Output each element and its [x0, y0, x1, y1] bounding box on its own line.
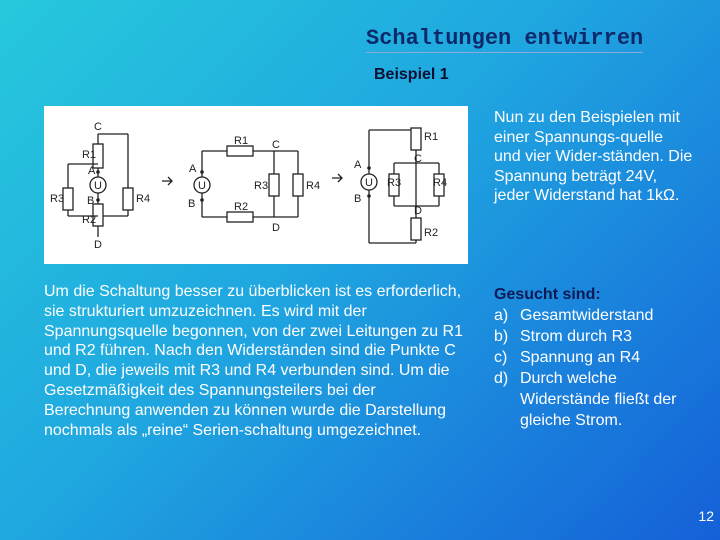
circuit-1: [50, 121, 150, 251]
explanation-text: Um die Schaltung besser zu überblicken ist es erforderlich, sie strukturiert umzuzeichnen. Es wird mit der Spannungsquelle begonnen, von der zwei Leitungen zu R1 und R2 führen. Nach den Widerständen sind die Punkte C und D, die jeweils mit R3 und R4 verbunden sind. Um die Gesetzmäßigkeit des Spannungsteilers bei der Berechnung anwenden zu können wurde die Darstellung nochmals als „reine“ Serien-schaltung umgezeichnet.: [44, 283, 463, 439]
c2-label-r2: R2: [234, 201, 249, 213]
c1-label-c: C: [94, 121, 102, 133]
c1-label-a: A: [88, 165, 96, 177]
c3-label-a: A: [354, 159, 362, 171]
circuit-diagram: [44, 106, 468, 264]
c3-label-c: C: [414, 153, 422, 165]
circuit-2: [188, 135, 320, 234]
c3-label-r3: R3: [387, 177, 402, 189]
c2-label-d: D: [272, 222, 280, 234]
c2-label-r1: R1: [234, 135, 249, 147]
c2-label-r3: R3: [254, 180, 269, 192]
c2-r2: [227, 212, 253, 222]
list-item: c) Spannung an R4: [494, 349, 641, 366]
page-number: 12: [698, 508, 714, 524]
arrow-icon: [162, 177, 172, 185]
c1-label-d: D: [94, 239, 102, 251]
c3-r1: [411, 128, 421, 150]
c1-label-u: U: [94, 180, 102, 192]
circuit-3: [354, 128, 447, 243]
c2-label-c: C: [272, 139, 280, 151]
arrow-icon: [332, 174, 342, 182]
c2-label-u: U: [198, 180, 206, 192]
c1-r3: [63, 188, 73, 210]
c3-label-b: B: [354, 193, 362, 205]
c1-label-r1: R1: [82, 149, 97, 161]
slide-subtitle: Beispiel 1: [374, 66, 449, 83]
c3-label-r1: R1: [424, 131, 439, 143]
list-item: b) Strom durch R3: [494, 328, 633, 345]
c1-label-r2: R2: [82, 214, 97, 226]
c1-label-b: B: [87, 195, 95, 207]
c1-label-r3: R3: [50, 193, 65, 205]
c2-r1: [227, 146, 253, 156]
sought-list: [494, 284, 704, 431]
c3-label-r4: R4: [433, 177, 448, 189]
c3-r2: [411, 218, 421, 240]
c3-label-u: U: [365, 177, 373, 189]
list-item: a) Gesamtwiderstand: [494, 307, 654, 324]
slide-title: Schaltungen entwirren: [366, 26, 644, 51]
list-item: d) Durch welche Widerstände fließt der gleiche Strom.: [494, 370, 677, 429]
c2-r3: [269, 174, 279, 196]
c1-r4: [123, 188, 133, 210]
c2-label-b: B: [188, 198, 196, 210]
intro-text: Nun zu den Beispielen mit einer Spannungs-quelle und vier Wider-ständen. Die Spannung beträgt 24V, jeder Widerstand hat 1kΩ.: [494, 109, 693, 204]
c3-label-d: D: [414, 205, 422, 217]
c3-label-r2: R2: [424, 227, 439, 239]
c1-label-r4: R4: [136, 193, 151, 205]
c2-label-a: A: [189, 163, 197, 175]
sought-heading: Gesucht sind:: [494, 286, 601, 303]
c2-r4: [293, 174, 303, 196]
c2-label-r4: R4: [306, 180, 321, 192]
